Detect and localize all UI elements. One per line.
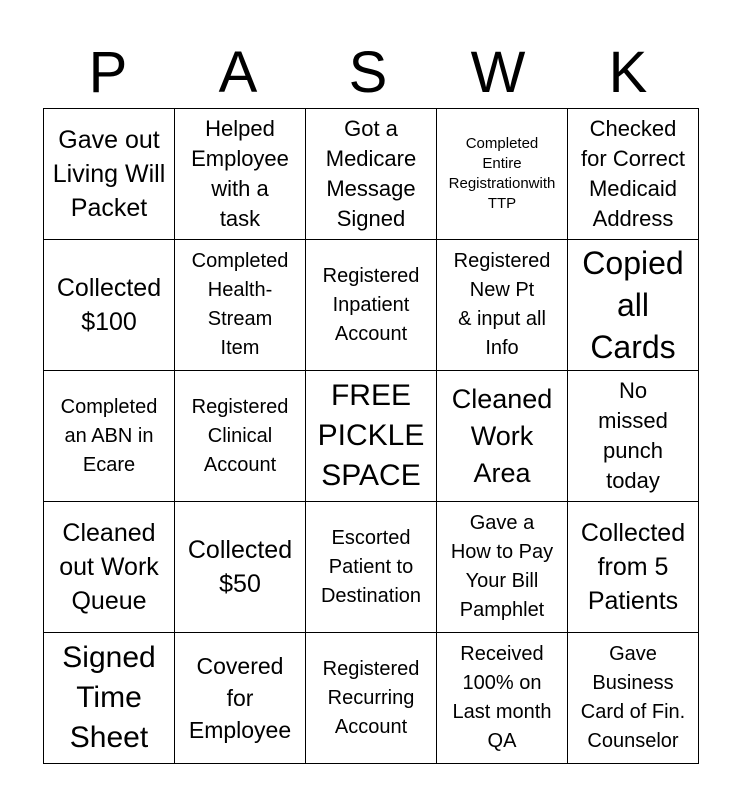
- bingo-cell[interactable]: [437, 633, 568, 764]
- cell-text: No missed punch today: [598, 378, 668, 493]
- bingo-cell[interactable]: [44, 633, 175, 764]
- cell-text: Collected from 5 Patients: [580, 519, 686, 615]
- bingo-cell[interactable]: [568, 633, 699, 764]
- bingo-cell[interactable]: [306, 240, 437, 371]
- bingo-cell[interactable]: [306, 109, 437, 240]
- cell-text: Collected $100: [56, 274, 162, 336]
- cell-text: Cleaned Work Area: [451, 383, 553, 488]
- header-letter-p: P: [88, 40, 128, 105]
- bingo-cell[interactable]: [437, 502, 568, 633]
- cell-text: Escorted Patient to Destination: [320, 526, 422, 607]
- board-row-4: [44, 502, 699, 633]
- bingo-cell[interactable]: [175, 371, 306, 502]
- bingo-cell[interactable]: [437, 371, 568, 502]
- bingo-cell[interactable]: [175, 240, 306, 371]
- bingo-cell[interactable]: [175, 502, 306, 633]
- bingo-cell[interactable]: [44, 240, 175, 371]
- cell-text: Gave out Living Will Packet: [52, 126, 166, 222]
- cell-text: Helped Employee with a task: [191, 116, 289, 231]
- cell-text: Completed Health- Stream Item: [191, 250, 289, 359]
- cell-text: Checked for Correct Medicaid Address: [581, 116, 685, 231]
- bingo-cell[interactable]: [44, 371, 175, 502]
- board-row-2: [44, 240, 699, 371]
- cell-text: Copied all Cards: [582, 245, 684, 365]
- header-letter-w: W: [470, 40, 526, 105]
- bingo-cell[interactable]: [568, 502, 699, 633]
- cell-text: FREE PICKLE SPACE: [317, 379, 425, 492]
- board-row-3: [44, 371, 699, 502]
- cell-text: Gave Business Card of Fin. Counselor: [580, 643, 686, 752]
- cell-text: Completed Entire Registrationwith TTP: [448, 135, 556, 212]
- cell-text: Completed an ABN in Ecare: [60, 395, 158, 476]
- bingo-cell[interactable]: [175, 633, 306, 764]
- bingo-cell[interactable]: [306, 502, 437, 633]
- cell-text: Covered for Employee: [188, 653, 292, 743]
- cell-text: Cleaned out Work Queue: [59, 519, 159, 615]
- bingo-cell[interactable]: [437, 240, 568, 371]
- bingo-cell[interactable]: [568, 109, 699, 240]
- cell-text: Registered Inpatient Account: [322, 264, 420, 345]
- cell-text: Registered New Pt & input all Info: [453, 250, 551, 359]
- board-row-1: [44, 109, 699, 240]
- bingo-cell[interactable]: [568, 371, 699, 502]
- cell-text: Gave a How to Pay Your Bill Pamphlet: [450, 512, 554, 621]
- cell-text: Signed Time Sheet: [62, 641, 156, 754]
- free-space-cell[interactable]: [306, 371, 437, 502]
- header-letter-s: S: [348, 40, 388, 105]
- bingo-cell[interactable]: [175, 109, 306, 240]
- bingo-cell[interactable]: [437, 109, 568, 240]
- bingo-header: [43, 38, 693, 108]
- cell-text: Got a Medicare Message Signed: [325, 116, 417, 231]
- bingo-cell[interactable]: [306, 633, 437, 764]
- cell-text: Received 100% on Last month QA: [452, 643, 552, 752]
- bingo-board: [43, 108, 699, 764]
- cell-text: Registered Clinical Account: [191, 395, 289, 476]
- bingo-cell[interactable]: [44, 502, 175, 633]
- cell-text: Registered Recurring Account: [322, 657, 420, 738]
- board-row-5: [44, 633, 699, 764]
- header-letter-k: K: [608, 40, 648, 105]
- bingo-cell[interactable]: [568, 240, 699, 371]
- bingo-cell[interactable]: [44, 109, 175, 240]
- cell-text: Collected $50: [187, 536, 293, 598]
- header-letter-a: A: [218, 40, 258, 105]
